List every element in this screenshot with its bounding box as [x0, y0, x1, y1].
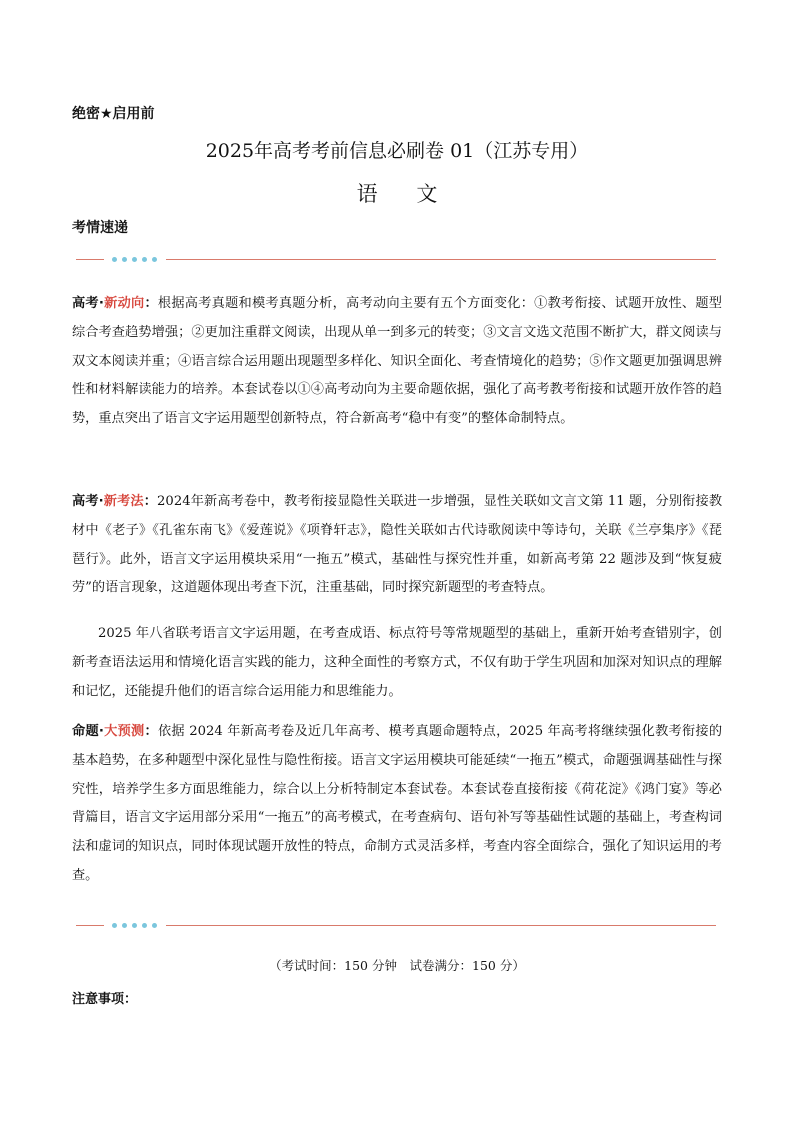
divider-dot	[152, 923, 157, 928]
section-heading: 考情速递	[72, 220, 128, 236]
divider-line-right	[166, 259, 716, 260]
exam-subject: 语 文	[356, 182, 454, 206]
paragraph-label: 高考·新考法：	[72, 494, 158, 509]
divider-dot	[142, 257, 147, 262]
divider-dot	[112, 257, 117, 262]
notes-heading: 注意事项：	[72, 992, 138, 1007]
confidential-label: 绝密★启用前	[72, 106, 155, 122]
divider-line-left	[76, 925, 104, 926]
paragraph-new-trend	[72, 290, 722, 434]
divider-line-left	[76, 259, 104, 260]
exam-title: 2025年高考考前信息必刷卷 01（江苏专用）	[205, 140, 589, 162]
paragraph-text: 2024年新高考卷中，教考衔接显隐性关联进一步增强，显性关联如文言文第 11 题，分别衔接教材中《老子》《孔雀东南飞》《爱莲说》《项脊轩志》，隐性关联如古代诗歌阅读中等诗句，关联《兰亭集序》《琵琶行》。此外，语言文字运用模块采用“一拖五”模式，基础性与探究性并重，如新高考第 22 题涉及到“恢复疲劳”的语言现象，这道题体现出考查下沉，注重基础，同时探究新题型的考查特点。	[72, 494, 723, 596]
section-divider-bottom	[76, 921, 716, 931]
paragraph-prediction	[72, 718, 722, 891]
paragraph-text: 根据高考真题和模考真题分析，高考动向主要有五个方面变化：①教考衔接、试题开放性、题型综合考查趋势增强；②更加注重群文阅读，出现从单一到多元的转变；③文言文选文范围不断扩大，群文阅读与双文本阅读并重；④语言综合运用题出现题型多样化、知识全面化、考查情境化的趋势；⑤作文题更加强调思辨性和材料解读能力的培养。本套试卷以①④高考动向为主要命题依据，强化了高考教考衔接和试题开放作答的趋势，重点突出了语言文字运用题型创新特点，符合新高考“稳中有变”的整体命制特点。	[72, 296, 722, 427]
exam-time-and-score: （考试时间：150 分钟 试卷满分：150 分）	[269, 958, 525, 973]
divider-dot	[132, 923, 137, 928]
divider-dot	[112, 923, 117, 928]
divider-dot	[122, 923, 127, 928]
divider-line-right	[166, 925, 716, 926]
divider-dot	[132, 257, 137, 262]
section-divider-top	[76, 255, 716, 265]
divider-dot	[122, 257, 127, 262]
paragraph-label: 命题·大预测：	[72, 724, 158, 739]
paragraph-text: 依据 2024 年新高考卷及近几年高考、模考真题命题特点，2025 年高考将继续强化教考衔接的基本趋势，在多种题型中深化显性与隐性衔接。语言文字运用模块可能延续“一拖五”模式，命题强调基础性与探究性，培养学生多方面思维能力，综合以上分析特制定本套试卷。本套试卷直接衔接《荷花淀》《鸿门宴》等必背篇目，语言文字运用部分采用“一拖五”的高考模式，在考查病句、语句补写等基础性试题的基础上，考查构词法和虚词的知识点，同时体现试题开放性的特点，命制方式灵活多样，考查内容全面综合，强化了知识运用的考查。	[72, 724, 723, 883]
divider-dot	[142, 923, 147, 928]
divider-dot	[152, 257, 157, 262]
paragraph-text: 2025 年八省联考语言文字运用题，在考查成语、标点符号等常规题型的基础上，重新开始考查错别字，创新考查语法运用和情境化语言实践的能力，这种全面性的考察方式，不仅有助于学生巩固和加深对知识点的理解和记忆，还能提升他们的语言综合运用能力和思维能力。	[72, 626, 722, 699]
paragraph-joint-exam	[72, 620, 722, 706]
paragraph-new-method	[72, 488, 722, 603]
paragraph-label: 高考·新动向：	[72, 296, 158, 311]
